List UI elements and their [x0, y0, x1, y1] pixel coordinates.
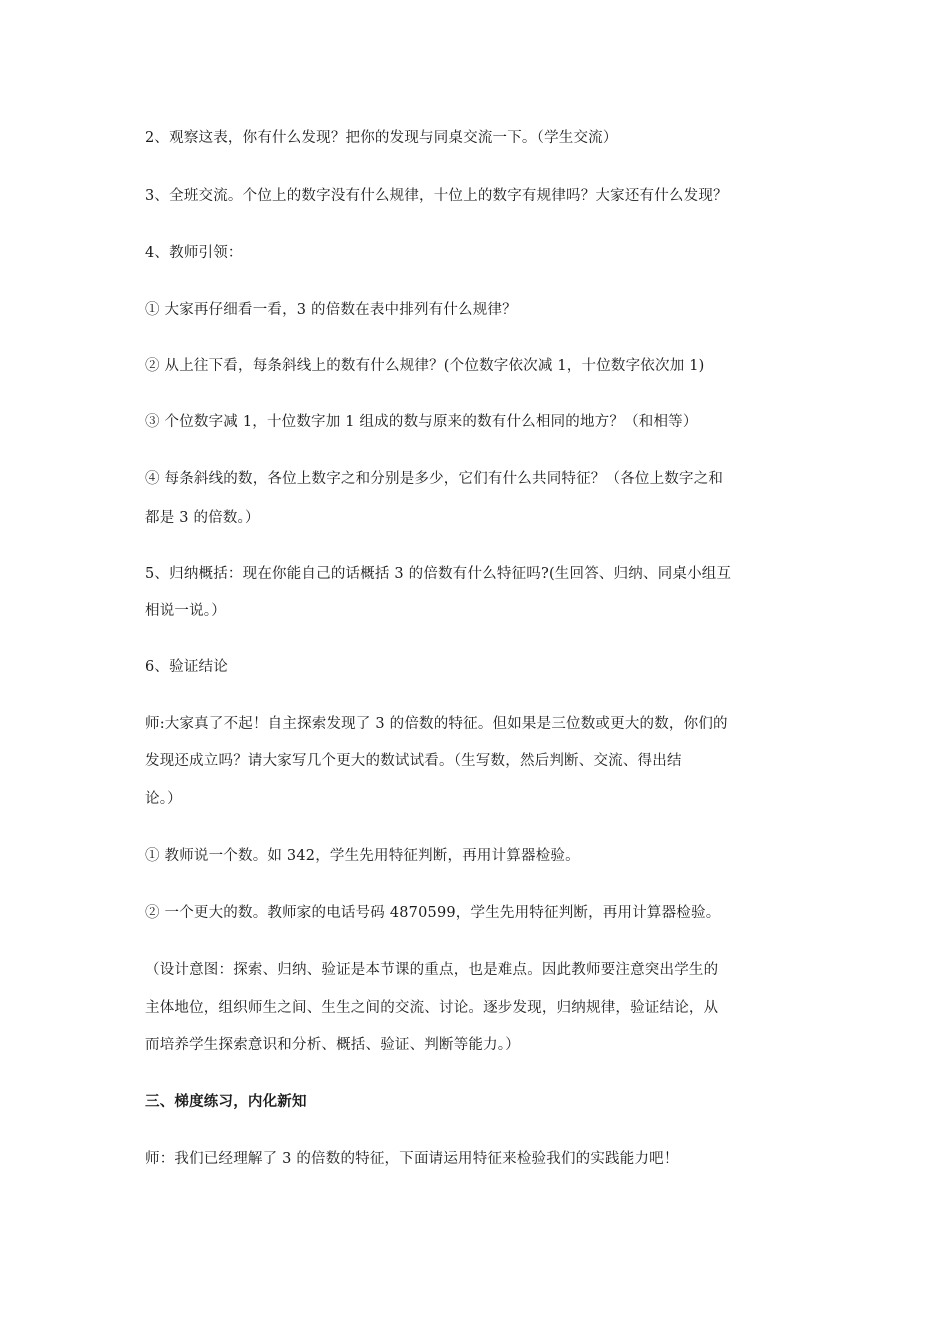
paragraph-summary-line-1: 5、归纳概括：现在你能自己的话概括 3 的倍数有什么特征吗?(生回答、归纳、同桌小组互: [145, 566, 732, 582]
list-item-4-line-1: ④ 每条斜线的数，各位上数字之和分别是多少，它们有什么共同特征？（各位上数字之和: [145, 471, 724, 487]
paragraph-design-intent-line-3: 而培养学生探索意识和分析、概括、验证、判断等能力。）: [145, 1037, 520, 1053]
paragraph-teacher-praise-line-2: 发现还成立吗？请大家写几个更大的数试试看。（生写数，然后判断、交流、得出结: [145, 753, 682, 769]
list-item-1: ① 大家再仔细看一看，3 的倍数在表中排列有什么规律？: [145, 302, 517, 318]
paragraph-teacher-praise-line-3: 论。）: [145, 791, 182, 807]
paragraph-teacher-guide: 4、教师引领：: [145, 245, 243, 261]
paragraph-verify-conclusion: 6、验证结论: [145, 659, 228, 675]
paragraph-design-intent-line-1: （设计意图：探索、归纳、验证是本节课的重点，也是难点。因此教师要注意突出学生的: [145, 962, 719, 978]
list-item-verify-2: ② 一个更大的数。教师家的电话号码 4870599，学生先用特征判断，再用计算器检验。: [145, 905, 721, 921]
list-item-verify-1: ① 教师说一个数。如 342，学生先用特征判断，再用计算器检验。: [145, 848, 580, 864]
list-item-2: ② 从上往下看，每条斜线上的数有什么规律？(个位数字依次减 1，十位数字依次加 1): [145, 358, 705, 374]
paragraph-class-discussion: 3、全班交流。个位上的数字没有什么规律，十位上的数字有规律吗？大家还有什么发现？: [145, 188, 728, 204]
paragraph-teacher-praise-line-1: 师:大家真了不起！自主探索发现了 3 的倍数的特征。但如果是三位数或更大的数，你们的: [145, 716, 728, 732]
section-heading: 三、梯度练习，内化新知: [145, 1093, 307, 1110]
paragraph-observe-table: 2、观察这表，你有什么发现？把你的发现与同桌交流一下。（学生交流）: [145, 130, 618, 146]
list-item-3: ③ 个位数字减 1，十位数字加 1 组成的数与原来的数有什么相同的地方？（和相等）: [145, 414, 698, 430]
paragraph-summary-line-2: 相说一说。）: [145, 603, 226, 619]
paragraph-design-intent-line-2: 主体地位，组织师生之间、生生之间的交流、讨论。逐步发现，归纳规律，验证结论，从: [145, 1000, 719, 1016]
paragraph-practice-intro: 师：我们已经理解了 3 的倍数的特征，下面请运用特征来检验我们的实践能力吧！: [145, 1151, 679, 1167]
list-item-4-line-2: 都是 3 的倍数。）: [145, 510, 260, 526]
